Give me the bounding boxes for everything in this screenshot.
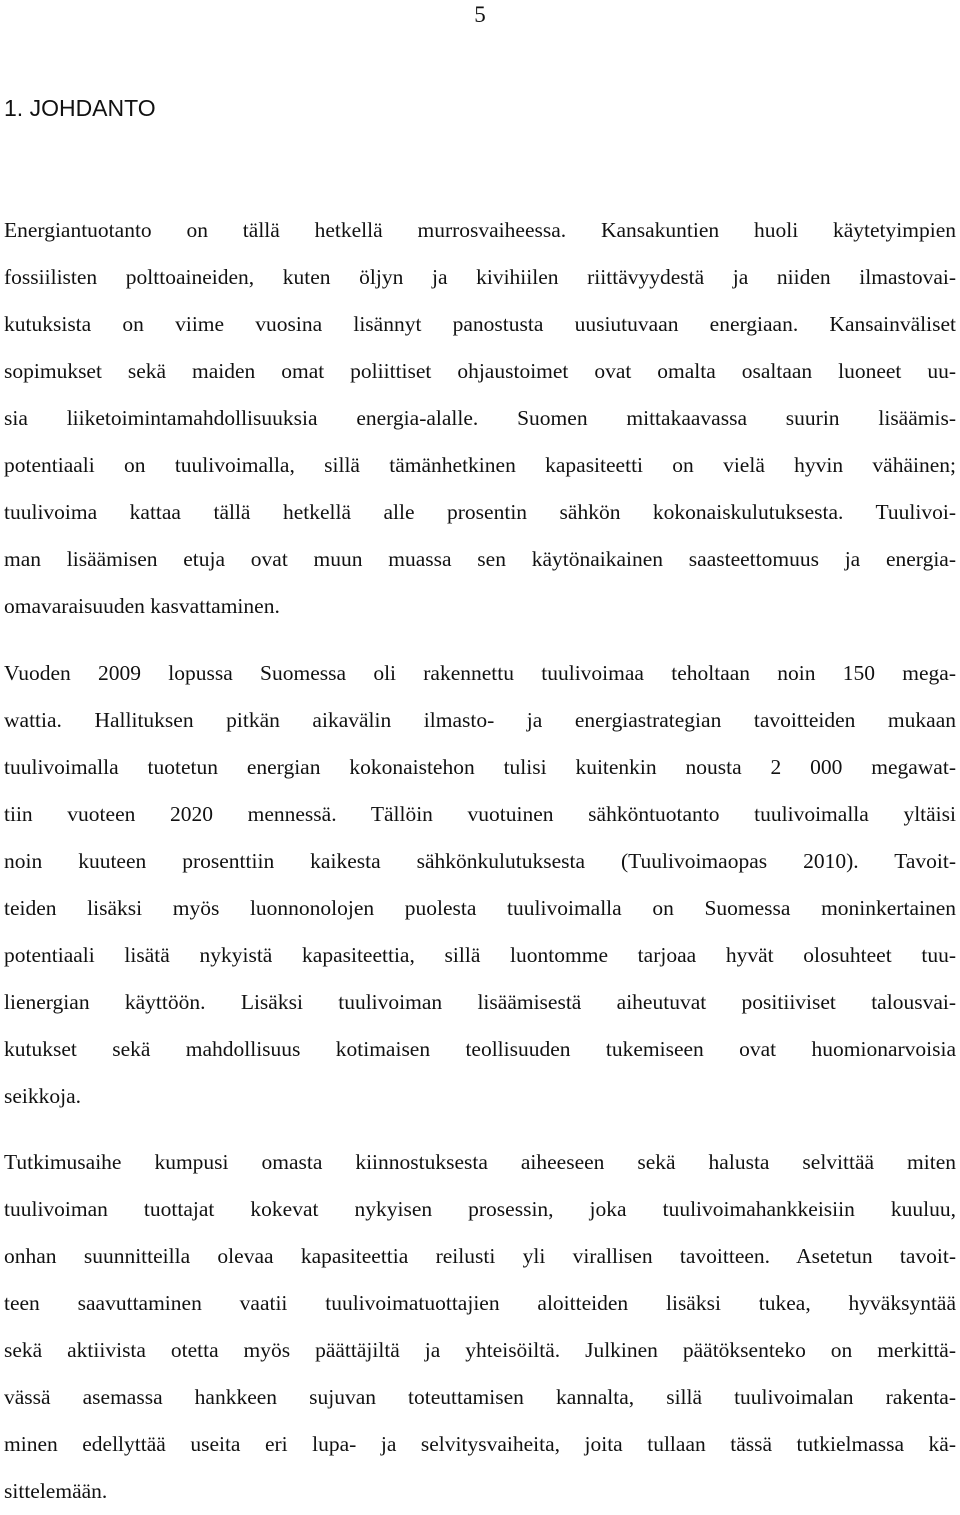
text-line: tuulivoima kattaa tällä hetkellä alle prosentin sähkön kokonaiskulutuksesta. Tuulivoi-: [4, 500, 956, 524]
paragraph-text: [4, 1139, 956, 1515]
text-line: vässä asemassa hankkeen sujuvan toteuttamisen kannalta, sillä tuulivoimalan rakenta-: [4, 1385, 956, 1409]
text-line: sopimukset sekä maiden omat poliittiset ohjaustoimet ovat omalta osaltaan luoneet uu-: [4, 359, 956, 383]
text-line: omavaraisuuden kasvattaminen.: [4, 594, 280, 618]
paragraph-text: [4, 650, 956, 1120]
text-line: Energiantuotanto on tällä hetkellä murrosvaiheessa. Kansakuntien huoli käytetyimpien: [4, 218, 956, 242]
text-line: potentiaali lisätä nykyistä kapasiteettia, sillä luontomme tarjoaa hyvät olosuhteet tuu-: [4, 943, 956, 967]
text-line: noin kuuteen prosenttiin kaikesta sähkönkulutuksesta (Tuulivoimaopas 2010). Tavoit-: [4, 849, 956, 873]
body-paragraph: [4, 1139, 956, 1515]
text-line: fossiilisten polttoaineiden, kuten öljyn ja kivihiilen riittävyydestä ja niiden ilmastovai-: [4, 265, 956, 289]
text-line: man lisäämisen etuja ovat muun muassa sen käytönaikainen saasteettomuus ja energia-: [4, 547, 956, 571]
text-line: sittelemään.: [4, 1479, 108, 1503]
chapter-heading: 1. JOHDANTO: [4, 95, 156, 121]
text-line: Vuoden 2009 lopussa Suomessa oli rakennettu tuulivoimaa teholtaan noin 150 mega-: [4, 661, 956, 685]
text-line: seikkoja.: [4, 1084, 82, 1108]
body-paragraph: [4, 207, 956, 630]
text-line: kutukset sekä mahdollisuus kotimaisen teollisuuden tukemiseen ovat huomionarvoisia: [4, 1037, 956, 1061]
page-number: 5: [474, 2, 486, 27]
text-line: teen saavuttaminen vaatii tuulivoimatuottajien aloitteiden lisäksi tukea, hyväksyntää: [4, 1291, 956, 1315]
text-line: teiden lisäksi myös luonnonolojen puolesta tuulivoimalla on Suomessa moninkertainen: [4, 896, 956, 920]
text-line: sia liiketoimintamahdollisuuksia energia-alalle. Suomen mittakaavassa suurin lisäämis-: [4, 406, 956, 430]
text-line: lienergian käyttöön. Lisäksi tuulivoiman lisäämisestä aiheutuvat positiiviset talousvai-: [4, 990, 956, 1014]
paragraph-text: [4, 207, 956, 630]
text-line: tiin vuoteen 2020 mennessä. Tällöin vuotuinen sähköntuotanto tuulivoimalla yltäisi: [4, 802, 956, 826]
text-line: onhan suunnitteilla olevaa kapasiteettia reilusti yli virallisen tavoitteen. Asetetun tavoit-: [4, 1244, 956, 1268]
text-line: wattia. Hallituksen pitkän aikavälin ilmasto- ja energiastrategian tavoitteiden mukaan: [4, 708, 956, 732]
text-line: potentiaali on tuulivoimalla, sillä tämänhetkinen kapasiteetti on vielä hyvin vähäinen;: [4, 453, 956, 477]
text-line: tuulivoiman tuottajat kokevat nykyisen prosessin, joka tuulivoimahankkeisiin kuuluu,: [4, 1197, 956, 1221]
body-paragraph: [4, 650, 956, 1120]
text-line: minen edellyttää useita eri lupa- ja selvitysvaiheita, joita tullaan tässä tutkielmassa kä-: [4, 1432, 956, 1456]
text-line: Tutkimusaihe kumpusi omasta kiinnostuksesta aiheeseen sekä halusta selvittää miten: [4, 1150, 956, 1174]
text-line: sekä aktiivista otetta myös päättäjiltä ja yhteisöiltä. Julkinen päätöksenteko on merkittä-: [4, 1338, 956, 1362]
text-line: kutuksista on viime vuosina lisännyt panostusta uusiutuvaan energiaan. Kansainväliset: [4, 312, 956, 336]
text-line: tuulivoimalla tuotetun energian kokonaistehon tulisi kuitenkin nousta 2 000 megawat-: [4, 755, 956, 779]
